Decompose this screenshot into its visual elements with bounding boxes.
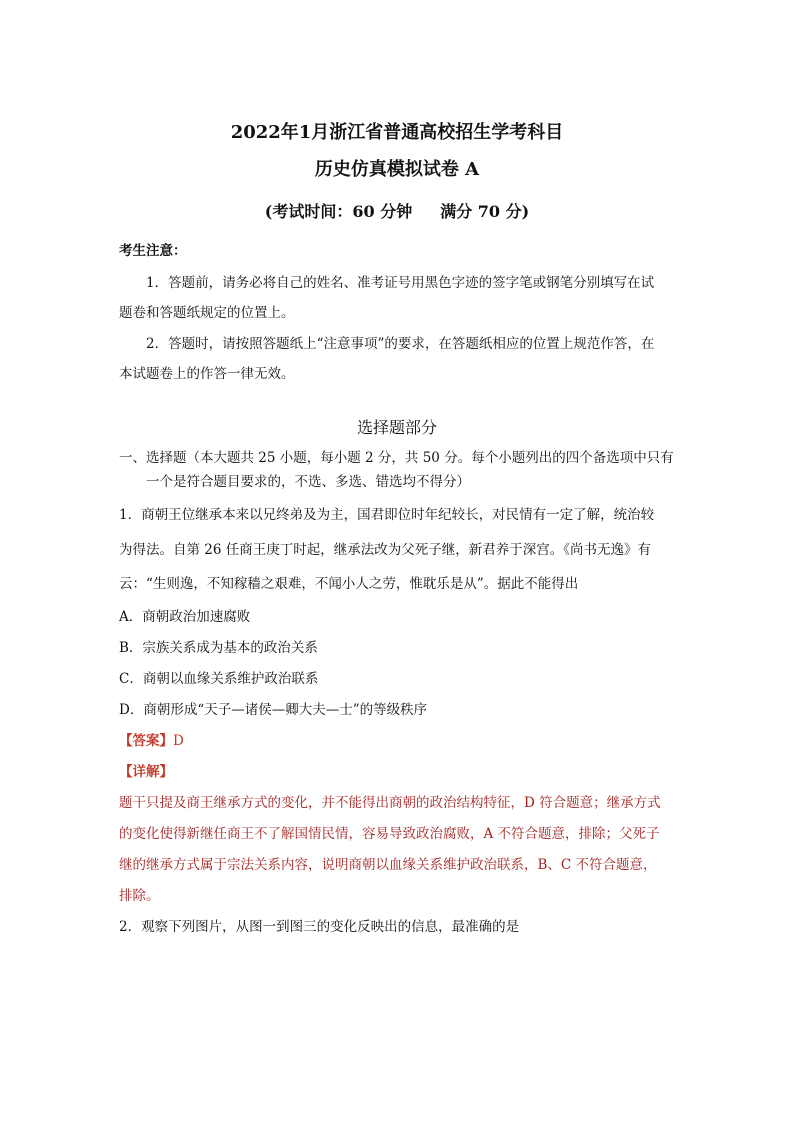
question-1-stem-line-3: 云：“生则逸，不知稼穑之艰难，不闻小人之劳，惟耽乐是从”。据此不能得出: [119, 576, 579, 592]
question-1-option-b: B．宗族关系成为基本的政治关系: [119, 640, 318, 656]
notice-item-1-line-1: 1．答题前，请务必将自己的姓名、准考证号用黑色字迹的签字笔或钢笔分别填写在试: [146, 275, 655, 291]
exam-title: 2022年1月浙江省普通高校招生学考科目: [230, 122, 564, 143]
question-1-option-d: D．商朝形成“天子—诸侯—卿大夫—士”的等级秩序: [119, 702, 428, 718]
section-instruction-line-1: 一、选择题（本大题共 25 小题，每小题 2 分，共 50 分。每个小题列出的四个备选项中只有: [119, 450, 674, 466]
section-title: 选择题部分: [356, 418, 437, 437]
question-1-option-a: A．商朝政治加速腐败: [119, 609, 251, 625]
explanation-line-1: 题干只提及商王继承方式的变化，并不能得出商朝的政治结构特征，D 符合题意；继承方式: [119, 795, 661, 811]
question-2-stem-line-1: 2．观察下列图片，从图一到图三的变化反映出的信息，最准确的是: [119, 919, 520, 935]
answer-value: D: [173, 733, 184, 749]
notice-heading: 考生注意：: [119, 243, 187, 259]
section-instruction-line-2: 一个是符合题目要求的，不选、多选、错选均不得分）: [146, 474, 470, 490]
exam-subtitle: 历史仿真模拟试卷 A: [314, 159, 480, 180]
question-1-answer: [119, 729, 184, 749]
explanation-line-4: 排除。: [119, 888, 160, 904]
explanation-tag: 【详解】: [119, 764, 173, 780]
notice-item-1-line-2: 题卷和答题纸规定的位置上。: [119, 305, 295, 321]
notice-item-2-line-2: 本试题卷上的作答一律无效。: [119, 366, 295, 382]
score-info: 满分 70 分): [440, 202, 530, 221]
answer-tag: 【答案】: [119, 733, 173, 749]
explanation-line-3: 继的继承方式属于宗法关系内容，说明商朝以血缘关系维护政治联系，B、C 不符合题意，: [119, 857, 657, 873]
exam-time-score: [0, 199, 794, 222]
time-info: (考试时间：60 分钟: [264, 202, 413, 221]
question-1-option-c: C．商朝以血缘关系维护政治联系: [119, 671, 319, 687]
explanation-line-2: 的变化使得新继任商王不了解国情民情，容易导致政治腐败，A 不符合题意，排除；父死子: [119, 826, 660, 842]
question-1-stem-line-1: 1．商朝王位继承本来以兄终弟及为主，国君即位时年纪较长，对民情有一定了解，统治较: [119, 507, 655, 523]
question-1-stem-line-2: 为得法。自第 26 任商王庚丁时起，继承法改为父死子继，新君养于深宫。《尚书无逸》有: [119, 542, 652, 558]
notice-item-2-line-1: 2．答题时，请按照答题纸上“注意事项”的要求，在答题纸相应的位置上规范作答，在: [146, 336, 655, 352]
